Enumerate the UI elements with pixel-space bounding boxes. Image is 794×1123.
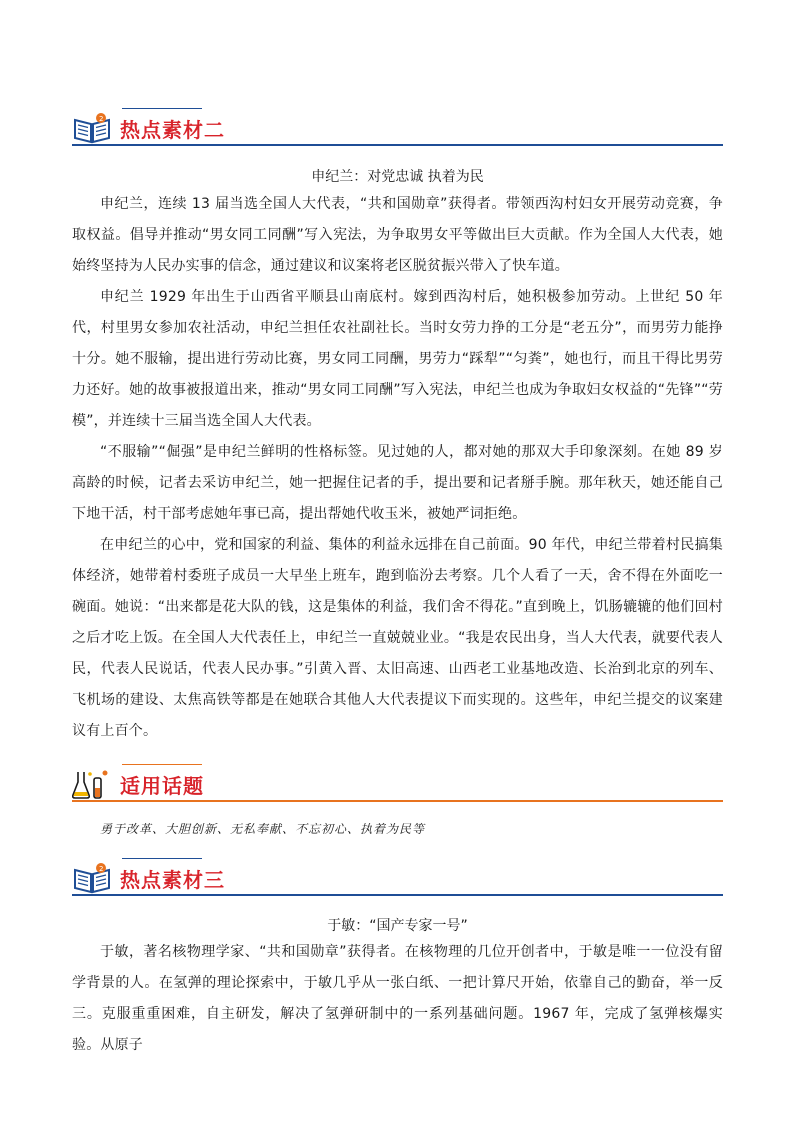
paragraph: 在申纪兰的心中，党和国家的利益、集体的利益永远排在自己前面。90 年代，申纪兰带着村民搞集体经济，她带着村委班子成员一大早坐上班车，跑到临汾去考察。几个人看了一天，舍不得在外面吃一碗面。她说：“出来都是花大队的钱，这是集体的利益，我们舍不得花。”直到晚上，饥肠辘辘的他们回村之后才吃上饭。在全国人大代表任上，申纪兰一直兢兢业业。“我是农民出身，当人大代表，就要代表人民，代表人民说话，代表人民办事。”引黄入晋、太旧高速、山西老工业基地改造、长治到北京的列车、飞机场的建设、太焦高铁等都是在她联合其他人大代表提议下而实现的。这些年，申纪兰提交的议案建议有上百个。 — [72, 537, 723, 739]
section-title: 热点素材二 — [120, 118, 225, 142]
section-title: 适用话题 — [120, 774, 204, 798]
paragraph: “不服输”“倔强”是申纪兰鲜明的性格标签。见过她的人，都对她的那双大手印象深刻。在她 89 岁高龄的时候，记者去采访申纪兰，她一把握住记者的手，提出要和记者掰手腕。那年秋天，她还能自己下地干活，村干部考虑她年事已高，提出帮她代收玉米，被她严词拒绝。 — [72, 444, 723, 522]
svg-text:2: 2 — [99, 115, 104, 123]
section-header-topics — [72, 764, 723, 802]
header-underline — [72, 800, 723, 802]
open-book-icon — [72, 862, 112, 894]
section-header-hot-material-2 — [72, 108, 723, 146]
header-top-line — [122, 858, 202, 859]
article-title: 于敏：“国产专家一号” — [327, 918, 468, 934]
svg-text:2: 2 — [99, 865, 104, 873]
header-underline — [72, 894, 723, 896]
topics-list: 勇于改革、大胆创新、无私奉献、不忘初心、执着为民等 — [100, 822, 426, 836]
article-title: 申纪兰：对党忠诚 执着为民 — [311, 169, 484, 185]
header-top-line — [122, 764, 202, 765]
section-title: 热点素材三 — [120, 868, 225, 892]
paragraph: 申纪兰，连续 13 届当选全国人大代表，“共和国勋章”获得者。带领西沟村妇女开展劳动竞赛，争取权益。倡导并推动“男女同工同酬”写入宪法，为争取男女平等做出巨大贡献。作为全国人大代表，她始终坚持为人民办实事的信念，通过建议和议案将老区脱贫振兴带入了快车道。 — [72, 196, 723, 274]
paragraph: 申纪兰 1929 年出生于山西省平顺县山南底村。嫁到西沟村后，她积极参加劳动。上世纪 50 年代，村里男女参加农社活动，申纪兰担任农社副社长。当时女劳力挣的工分是“老五分”，而男劳力能挣十分。她不服输，提出进行劳动比赛，男女同工同酬，男劳力“踩犁”“匀粪”，她也行，而且干得比男劳力还好。她的故事被报道出来，推动“男女同工同酬”写入宪法，申纪兰也成为争取妇女权益的“先锋”“劳模”，并连续十三届当选全国人大代表。 — [72, 289, 723, 429]
section-header-hot-material-3 — [72, 858, 723, 896]
header-underline — [72, 144, 723, 146]
open-book-icon — [72, 112, 112, 144]
paragraph: 于敏，著名核物理学家、“共和国勋章”获得者。在核物理的几位开创者中，于敏是唯一一位没有留学背景的人。在氢弹的理论探索中，于敏几乎从一张白纸、一把计算尺开始，依靠自己的勤奋，举一反三。克服重重困难，自主研发，解决了氢弹研制中的一系列基础问题。1967 年，完成了氢弹核爆实验。从原子 — [72, 944, 723, 1053]
flask-icon — [72, 768, 112, 800]
header-top-line — [122, 108, 202, 109]
